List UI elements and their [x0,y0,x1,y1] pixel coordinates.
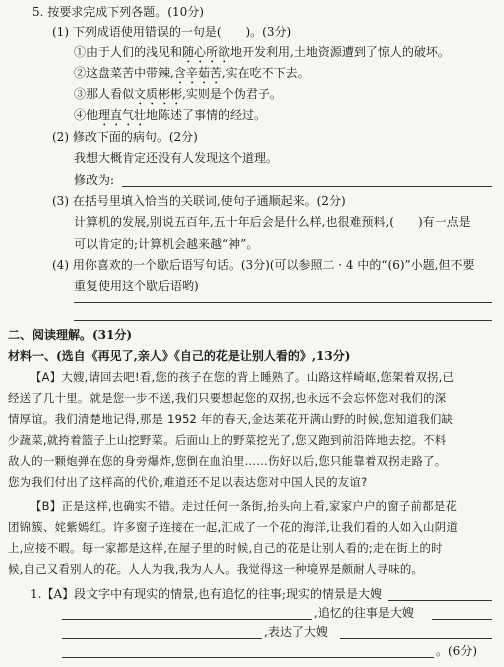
q5-1-option-1 [74,44,450,66]
q5-4-stem: (4) 用你喜欢的一个歇后语写句话。(3分)(可以参照二 · 4 中的“(6)”小题,但不要 [52,258,475,272]
q1-blank-2[interactable] [62,619,312,620]
option-text: 地开发利用,土地资源遭到了惊人的破坏。 [230,45,450,59]
passage-a-line: 经送了几十里。就是您一步不送,我们只要想起您的双拐,也永远不会忘怀您对我们的深 [8,391,447,405]
option-text: 地陈述了事情的经过。 [146,108,267,122]
dotted-idiom: 文质彬彬 [134,87,183,101]
passage-a-line: 情厚谊。我们清楚地记得,那是 1952 年的春天,金达莱花开满山野的时候,您知道我们缺 [8,412,454,426]
option-text: ②这盘菜苦中带辣, [74,66,174,80]
q5-3-line2: 可以肯定的;计算机会越来越“神”。 [74,237,259,251]
dotted-idiom: 理直气壮 [98,108,147,122]
q5-2-answer-label: 修改为: [74,173,115,187]
q1-blank-4[interactable] [62,638,262,639]
dotted-idiom: 随心所欲 [182,45,231,59]
passage-a-line: 【A】大嫂,请回去吧!看,您的孩子在您的背上睡熟了。山路这样崎岖,您架着双拐,已 [30,370,455,384]
q5-1-stem: (1) 下列成语使用错误的一句是( )。(3分) [52,25,292,39]
q5-1-option-3 [74,86,282,108]
passage-a-line: 您为我们付出了这样高的代价,难道还不足以表达您对中国人民的友谊? [8,475,368,489]
section2-title: 二、阅读理解。(31分) [8,328,133,342]
option-text: ,实在吃不下去。 [221,66,310,80]
q5-1-option-4 [74,107,266,129]
q1-blank-5[interactable] [340,638,492,639]
option-text: ③那人看似 [74,87,135,101]
q5-2-answer-line[interactable] [122,186,492,187]
q5-4-answer-line-2[interactable] [74,320,492,321]
q5-4-answer-line-1[interactable] [74,302,492,303]
q5-2-stem: (2) 修改下面的病句。(2分) [52,130,198,144]
option-text: ①由于人们的浅见和 [74,45,183,59]
option-text: ,实则是个伪君子。 [182,87,282,101]
q1-line1: 1.【A】段文字中有现实的情景,也有追忆的往事;现实的情景是大嫂 [30,587,382,601]
material-1-header: 材料一、(选自《再见了,亲人》《自己的花是让别人看的》,13分) [8,349,351,363]
q5-4-stem-cont: 重复使用这个歇后语哟) [74,279,199,293]
q5-3-stem: (3) 在括号里填入恰当的关联词,使句子通顺起来。(2分) [52,194,346,208]
q1-blank-3[interactable] [432,619,492,620]
q5-1-option-2 [74,65,310,87]
q1-line3: ,表达了大嫂 [264,625,328,639]
dotted-idiom: 含辛茹苦 [173,66,222,80]
q1-blank-6[interactable] [62,657,434,658]
passage-b-line: 候,自己又看别人的花。人人为我,我为人人。我觉得这一种境界是颇耐人寻味的。 [8,562,424,576]
q5-2-sentence: 我想大概肯定还没有人发现这个道理。 [74,151,279,165]
passage-b-line: 上,应接不暇。每一家都是这样,在屋子里的时候,自己的花是让别人看的;走在街上的时 [8,541,443,555]
q5-title: 5. 按要求完成下列各题。(10分) [32,5,204,19]
q1-score: 。(6分) [436,644,477,658]
passage-b-line: 【B】正是这样,也确实不错。走过任何一条街,抬头向上看,家家户户的窗子前都是花 [30,499,458,513]
passage-b-line: 团锦簇、姹紫嫣红。许多窗子连接在一起,汇成了一个花的海洋,让我们看的人如入山阴道 [8,520,459,534]
q1-blank-1[interactable] [388,600,492,601]
passage-a-line: 少蔬菜,就挎着篮子上山挖野菜。后面山上的野菜挖光了,您又跑到前沿阵地去挖。不料 [8,433,447,447]
q1-line2: ,追忆的往事是大嫂 [314,606,414,620]
q5-3-line1: 计算机的发展,别说五百年,五十年后会是什么样,也很难预料,( )有一点是 [74,215,471,229]
option-text: ④他 [74,108,99,122]
passage-a-line: 敌人的一颗炮弹在您的身旁爆炸,您倒在血泊里……伤好以后,您只能靠着双拐走路了。 [8,454,447,468]
